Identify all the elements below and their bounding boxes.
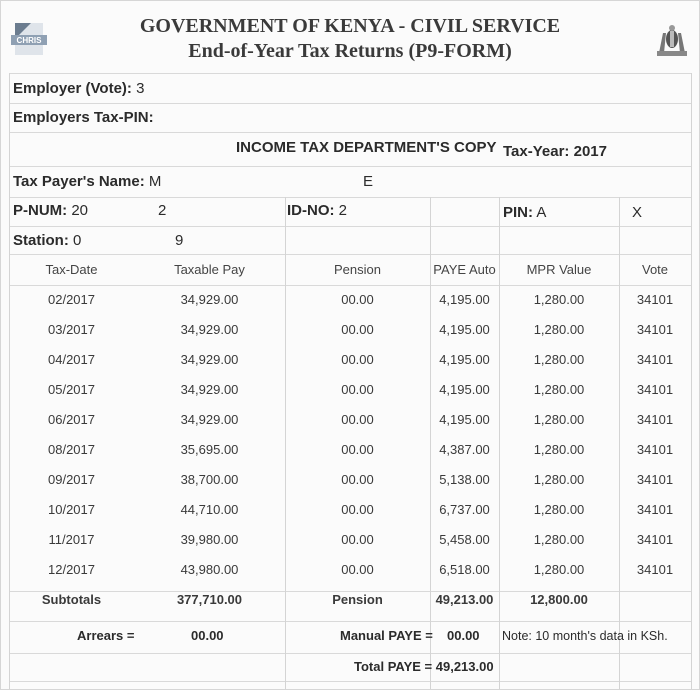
col-vote-cell: 34101 bbox=[636, 471, 674, 487]
col-vote-cell: 34101 bbox=[636, 351, 674, 367]
col-tax-date-cell: 04/2017 bbox=[48, 351, 95, 367]
pin-field bbox=[503, 204, 546, 221]
station-value-end: 9 bbox=[175, 232, 184, 249]
col-vote-cell: 34101 bbox=[636, 561, 674, 577]
col-vote-cell: 34101 bbox=[636, 291, 674, 307]
employer-vote-label: Employer (Vote): bbox=[13, 80, 132, 97]
col-pension-cell: 00.00 bbox=[341, 501, 374, 517]
col-paye-auto-cell: 5,138.00 bbox=[439, 471, 490, 487]
col-mpr-value-cell: 1,280.00 bbox=[533, 531, 585, 547]
taxpayer-name-end: E bbox=[363, 173, 374, 190]
col-pension-cell: 00.00 bbox=[341, 291, 374, 307]
station-value: 0 bbox=[73, 232, 82, 249]
col-vote-cell: 34101 bbox=[636, 321, 674, 337]
col-tax-date-header: Tax-Date bbox=[45, 261, 98, 277]
divider bbox=[691, 73, 692, 197]
table-body bbox=[9, 284, 691, 614]
col-paye-auto-header: PAYE Auto bbox=[433, 261, 496, 277]
col-tax-date-cell: 12/2017 bbox=[48, 561, 95, 577]
col-taxable-pay-cell: 35,695.00 bbox=[180, 441, 239, 457]
col-vote-cell: 34101 bbox=[636, 501, 674, 517]
divider bbox=[9, 73, 691, 74]
pin-value: A bbox=[536, 204, 547, 221]
taxpayer-name-label: Tax Payer's Name: bbox=[13, 173, 145, 190]
subtotal-col-pension-cell: Pension bbox=[332, 591, 383, 607]
col-paye-auto-cell: 4,195.00 bbox=[439, 291, 490, 307]
col-paye-auto-cell: 6,518.00 bbox=[439, 561, 490, 577]
table-row bbox=[9, 494, 691, 524]
divider bbox=[9, 197, 691, 198]
subtotal-col-taxable-pay-cell: 377,710.00 bbox=[176, 591, 243, 607]
manual-paye-value: 00.00 bbox=[447, 628, 480, 643]
col-tax-date-cell: 06/2017 bbox=[48, 411, 95, 427]
taxpayer-name-value: M bbox=[148, 173, 162, 190]
table-row bbox=[9, 284, 691, 314]
col-pension-cell: 00.00 bbox=[341, 351, 374, 367]
col-paye-auto-cell: 4,195.00 bbox=[439, 351, 490, 367]
pnum-value: 20 bbox=[71, 202, 89, 219]
table-row bbox=[9, 554, 691, 584]
col-vote-cell: 34101 bbox=[636, 531, 674, 547]
col-mpr-value-cell: 1,280.00 bbox=[533, 321, 585, 337]
col-mpr-value-cell: 1,280.00 bbox=[533, 351, 585, 367]
employer-vote-value: 3 bbox=[136, 80, 145, 97]
col-pension-cell: 00.00 bbox=[341, 561, 374, 577]
col-paye-auto-cell: 4,195.00 bbox=[439, 411, 490, 427]
station-label: Station: bbox=[13, 232, 69, 249]
col-taxable-pay-cell: 39,980.00 bbox=[180, 531, 239, 547]
col-pension-cell: 00.00 bbox=[341, 531, 374, 547]
col-tax-date-cell: 05/2017 bbox=[48, 381, 95, 397]
idno-field bbox=[287, 202, 347, 219]
svg-text:CHRIS: CHRIS bbox=[16, 36, 42, 45]
col-pension-cell: 00.00 bbox=[341, 381, 374, 397]
copy-label: INCOME TAX DEPARTMENT'S COPY bbox=[236, 139, 497, 156]
idno-value: 2 bbox=[338, 202, 348, 219]
col-taxable-pay-cell: 34,929.00 bbox=[180, 321, 239, 337]
col-taxable-pay-cell: 44,710.00 bbox=[180, 501, 239, 517]
col-vote-cell: 34101 bbox=[636, 381, 674, 397]
tax-year-label: Tax-Year: bbox=[503, 143, 570, 160]
subtotal-col-mpr-value-cell: 12,800.00 bbox=[530, 591, 588, 607]
col-taxable-pay-cell: 34,929.00 bbox=[180, 351, 239, 367]
col-vote-cell: 34101 bbox=[636, 441, 674, 457]
col-vote-header: Vote bbox=[641, 261, 669, 277]
col-taxable-pay-cell: 43,980.00 bbox=[180, 561, 239, 577]
col-pension-cell: 00.00 bbox=[341, 441, 374, 457]
tax-year-value: 2017 bbox=[573, 143, 607, 160]
pnum-field bbox=[13, 202, 88, 219]
pin-value-end: X bbox=[632, 204, 643, 221]
currency-note: Note: 10 month's data in KSh. bbox=[502, 629, 668, 643]
tax-returns-table bbox=[9, 254, 691, 614]
col-paye-auto-cell: 6,737.00 bbox=[439, 501, 490, 517]
employer-vote-field bbox=[13, 80, 144, 97]
table-row bbox=[9, 524, 691, 554]
col-mpr-value-cell: 1,280.00 bbox=[533, 471, 585, 487]
col-taxable-pay-cell: 34,929.00 bbox=[180, 411, 239, 427]
col-taxable-pay-cell: 34,929.00 bbox=[180, 291, 239, 307]
table-row bbox=[9, 374, 691, 404]
pin-label: PIN: bbox=[503, 204, 533, 221]
col-vote-cell: 34101 bbox=[636, 411, 674, 427]
table-row bbox=[9, 344, 691, 374]
tax-year-field bbox=[503, 143, 607, 160]
form-subtitle: End-of-Year Tax Returns (P9-FORM) bbox=[188, 40, 512, 62]
form-header bbox=[1, 1, 699, 73]
col-tax-date-cell: 08/2017 bbox=[48, 441, 95, 457]
divider bbox=[9, 226, 691, 227]
table-row bbox=[9, 464, 691, 494]
divider bbox=[9, 653, 691, 654]
pnum-label: P-NUM: bbox=[13, 202, 68, 219]
col-mpr-value-cell: 1,280.00 bbox=[533, 381, 585, 397]
col-tax-date-cell: 02/2017 bbox=[48, 291, 95, 307]
table-row bbox=[9, 314, 691, 344]
col-mpr-value-cell: 1,280.00 bbox=[533, 441, 585, 457]
col-pension-cell: 00.00 bbox=[341, 471, 374, 487]
col-mpr-value-cell: 1,280.00 bbox=[533, 501, 585, 517]
col-paye-auto-cell: 4,387.00 bbox=[439, 441, 490, 457]
col-pension-cell: 00.00 bbox=[341, 321, 374, 337]
col-tax-date-cell: 03/2017 bbox=[48, 321, 95, 337]
col-pension-cell: 00.00 bbox=[341, 411, 374, 427]
col-paye-auto-cell: 4,195.00 bbox=[439, 381, 490, 397]
divider bbox=[9, 103, 691, 104]
col-mpr-value-cell: 1,280.00 bbox=[533, 561, 585, 577]
divider bbox=[9, 621, 691, 622]
employer-tax-pin-field bbox=[13, 109, 154, 126]
taxpayer-name-field bbox=[13, 173, 161, 190]
col-mpr-value-cell: 1,280.00 bbox=[533, 411, 585, 427]
station-field bbox=[13, 232, 81, 249]
col-tax-date-cell: 09/2017 bbox=[48, 471, 95, 487]
form-title: GOVERNMENT OF KENYA - CIVIL SERVICE bbox=[139, 15, 561, 37]
table-header-row bbox=[9, 254, 691, 284]
pnum-value-end: 2 bbox=[158, 202, 167, 219]
table-row bbox=[9, 434, 691, 464]
idno-label: ID-NO: bbox=[287, 202, 335, 219]
kenya-coat-of-arms-icon bbox=[653, 23, 691, 59]
divider bbox=[9, 166, 691, 167]
subtotals-row bbox=[9, 584, 691, 614]
manual-paye-label: Manual PAYE = bbox=[340, 628, 433, 643]
col-tax-date-cell: 10/2017 bbox=[48, 501, 95, 517]
col-pension-header: Pension bbox=[334, 261, 381, 277]
col-paye-auto-cell: 4,195.00 bbox=[439, 321, 490, 337]
divider bbox=[9, 73, 10, 197]
total-paye: Total PAYE = 49,213.00 bbox=[354, 659, 494, 674]
col-paye-auto-cell: 5,458.00 bbox=[439, 531, 490, 547]
subtotal-col-vote-cell bbox=[619, 584, 691, 614]
subtotal-col-tax-date-cell: Subtotals bbox=[41, 591, 102, 607]
subtotal-col-paye-auto-cell: 49,213.00 bbox=[435, 591, 494, 607]
divider bbox=[691, 197, 692, 689]
divider bbox=[9, 681, 691, 682]
arrears-value: 00.00 bbox=[191, 628, 224, 643]
col-tax-date-cell: 11/2017 bbox=[48, 531, 95, 547]
col-taxable-pay-cell: 34,929.00 bbox=[180, 381, 239, 397]
col-taxable-pay-header: Taxable Pay bbox=[174, 261, 245, 277]
col-mpr-value-header: MPR Value bbox=[526, 261, 592, 277]
col-mpr-value-cell: 1,280.00 bbox=[533, 291, 585, 307]
arrears-label: Arrears = bbox=[77, 628, 135, 643]
table-row bbox=[9, 404, 691, 434]
divider bbox=[9, 132, 691, 133]
employer-tax-pin-label: Employers Tax-PIN: bbox=[13, 109, 154, 126]
col-taxable-pay-cell: 38,700.00 bbox=[180, 471, 239, 487]
